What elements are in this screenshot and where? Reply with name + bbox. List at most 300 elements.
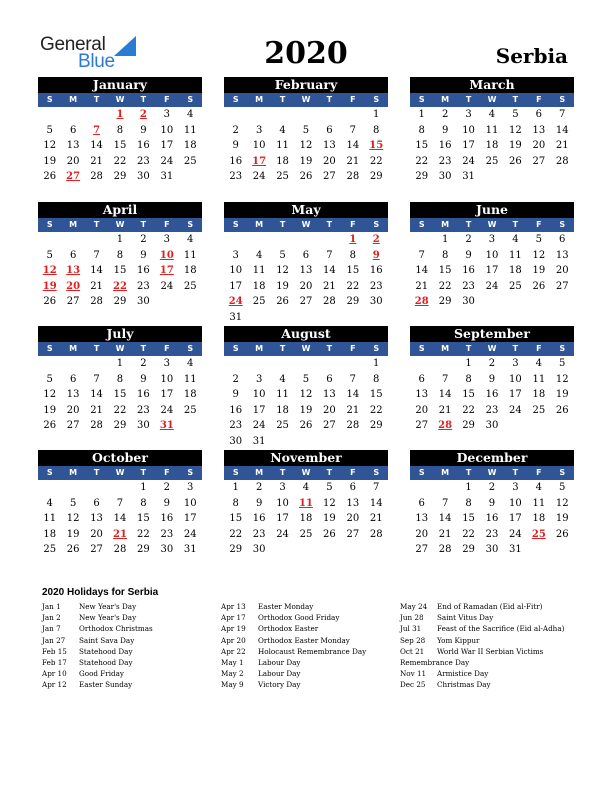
week-row bbox=[224, 496, 388, 512]
weekday-label: S bbox=[46, 220, 53, 229]
week-row bbox=[224, 511, 388, 527]
weekday-label: M bbox=[441, 220, 450, 229]
holiday-name: Orthodox Good Friday bbox=[258, 613, 340, 623]
day-cell: 8 bbox=[140, 497, 147, 509]
day-cell: 8 bbox=[441, 249, 449, 261]
day-cell bbox=[85, 107, 108, 123]
holiday-date: Jun 28 bbox=[400, 613, 424, 623]
holiday-date: Apr 10 bbox=[42, 669, 67, 679]
day-cell: 20 bbox=[90, 528, 103, 540]
day-cell: 29 bbox=[438, 296, 452, 307]
day-cell: 14 bbox=[113, 513, 127, 524]
day-cell: 18 bbox=[183, 140, 197, 151]
holiday-date: Jul 31 bbox=[400, 624, 422, 634]
day-cell: 12 bbox=[299, 389, 313, 400]
day-cell bbox=[224, 107, 247, 123]
day-cell bbox=[224, 356, 247, 372]
holiday-name: New Year's Day bbox=[79, 602, 137, 611]
day-cell: 22 bbox=[415, 155, 429, 167]
day-cell: 7 bbox=[326, 249, 333, 261]
day-cell: 6 bbox=[418, 373, 425, 385]
day-cell: 11 bbox=[183, 249, 197, 261]
holiday-date: Oct 21 bbox=[400, 646, 425, 656]
weekday-label: S bbox=[418, 344, 425, 353]
day-cell: 19 bbox=[276, 280, 289, 292]
day-cell: 14 bbox=[438, 389, 452, 400]
day-cell: 29 bbox=[113, 420, 127, 431]
day-cell bbox=[410, 232, 433, 248]
weekday-label: W bbox=[301, 220, 311, 229]
day-cell bbox=[365, 542, 388, 558]
week-row bbox=[38, 403, 202, 419]
day-cell: 8 bbox=[349, 249, 356, 261]
day-cell bbox=[318, 232, 341, 248]
day-cell: 24 bbox=[276, 528, 289, 540]
day-cell: 16 bbox=[137, 140, 150, 151]
holiday-name: Easter Sunday bbox=[79, 680, 133, 690]
day-cell bbox=[271, 434, 294, 450]
day-cell: 17 bbox=[462, 140, 475, 151]
day-cell: 3 bbox=[163, 358, 170, 369]
day-cell bbox=[61, 107, 84, 123]
day-cell: 4 bbox=[187, 358, 194, 369]
day-cell: 31 bbox=[252, 435, 266, 447]
day-cell: 3 bbox=[163, 234, 170, 245]
week-row bbox=[224, 310, 388, 326]
day-cell: 14 bbox=[346, 140, 360, 151]
weekday-label: M bbox=[69, 95, 78, 104]
weekday-label: S bbox=[232, 220, 239, 229]
day-cell: 29 bbox=[369, 420, 383, 431]
day-cell: 13 bbox=[66, 140, 80, 151]
day-cell: 30 bbox=[485, 420, 499, 431]
day-cell: 11 bbox=[276, 140, 289, 151]
day-cell: 10 bbox=[252, 389, 266, 400]
holiday-entry bbox=[400, 657, 580, 668]
day-cell: 7 bbox=[93, 373, 100, 385]
holiday-name: New Year's Day bbox=[79, 613, 137, 623]
holiday-entry bbox=[221, 657, 401, 668]
day-cell: 27 bbox=[299, 296, 313, 307]
day-cell: 13 bbox=[323, 389, 336, 400]
holiday-day-cell: 19 bbox=[42, 280, 57, 292]
week-row bbox=[410, 496, 574, 512]
holiday-entry bbox=[221, 668, 401, 679]
week-row bbox=[38, 138, 202, 154]
month-january bbox=[38, 77, 202, 185]
day-cell: 5 bbox=[302, 124, 310, 136]
day-cell: 22 bbox=[113, 404, 127, 416]
day-cell: 1 bbox=[373, 358, 380, 369]
day-cell: 17 bbox=[276, 513, 289, 524]
day-cell: 26 bbox=[299, 171, 313, 182]
weekday-label: T bbox=[326, 468, 333, 477]
day-cell: 22 bbox=[229, 528, 243, 540]
holiday-entry bbox=[42, 601, 222, 612]
day-cell bbox=[341, 310, 364, 326]
weekday-label: T bbox=[512, 344, 519, 353]
day-cell: 12 bbox=[509, 124, 522, 136]
day-cell: 9 bbox=[255, 497, 263, 509]
holiday-entry bbox=[400, 668, 580, 679]
day-cell bbox=[38, 107, 61, 123]
week-row bbox=[224, 232, 388, 248]
day-cell: 22 bbox=[438, 280, 452, 292]
weekday-label: W bbox=[301, 344, 311, 353]
weekday-header bbox=[224, 93, 388, 107]
weekday-label: T bbox=[93, 468, 100, 477]
holiday-name: Statehood Day bbox=[79, 646, 133, 656]
week-row bbox=[224, 123, 388, 139]
holiday-day-cell: 13 bbox=[66, 265, 81, 276]
week-row bbox=[410, 279, 574, 295]
week-row bbox=[224, 403, 388, 419]
weekday-label: S bbox=[418, 95, 425, 104]
holiday-date: May 9 bbox=[221, 680, 244, 690]
day-cell: 11 bbox=[532, 497, 546, 509]
day-cell: 9 bbox=[140, 373, 147, 385]
day-cell bbox=[224, 232, 247, 248]
day-cell: 9 bbox=[140, 124, 147, 136]
day-cell: 13 bbox=[532, 124, 546, 136]
day-cell: 12 bbox=[43, 389, 57, 400]
day-cell: 24 bbox=[485, 280, 499, 292]
holiday-entry bbox=[400, 646, 580, 657]
weekday-label: T bbox=[512, 220, 519, 229]
week-row bbox=[38, 511, 202, 527]
week-row bbox=[38, 496, 202, 512]
day-cell: 8 bbox=[116, 373, 124, 385]
day-cell: 22 bbox=[462, 528, 475, 540]
day-cell bbox=[433, 480, 456, 496]
day-cell: 26 bbox=[299, 420, 313, 431]
day-cell bbox=[294, 310, 317, 326]
day-cell: 26 bbox=[532, 280, 546, 292]
weekday-label: S bbox=[187, 95, 194, 104]
weekday-header bbox=[410, 466, 574, 480]
weekday-label: S bbox=[187, 220, 194, 229]
weekday-label: W bbox=[487, 95, 497, 104]
day-cell: 3 bbox=[187, 482, 194, 493]
day-cell bbox=[247, 356, 270, 372]
day-cell: 25 bbox=[485, 155, 499, 167]
weekday-header bbox=[224, 466, 388, 480]
holiday-day-cell: 1 bbox=[349, 234, 357, 245]
day-cell: 18 bbox=[252, 280, 266, 292]
day-cell: 23 bbox=[485, 528, 499, 540]
day-cell bbox=[247, 310, 270, 326]
holiday-column bbox=[221, 601, 401, 691]
day-cell: 14 bbox=[323, 265, 336, 276]
week-row bbox=[224, 372, 388, 388]
holiday-name: Labour Day bbox=[258, 657, 301, 667]
day-cell: 2 bbox=[140, 358, 147, 369]
day-cell bbox=[410, 356, 433, 372]
day-cell: 23 bbox=[462, 280, 475, 292]
month-name: December bbox=[410, 450, 574, 466]
day-cell: 16 bbox=[137, 389, 150, 400]
week-row bbox=[38, 263, 202, 279]
holiday-entry bbox=[42, 612, 222, 623]
weekday-label: T bbox=[279, 95, 286, 104]
holiday-name: Orthodox Easter bbox=[258, 624, 319, 634]
holiday-name: Victory Day bbox=[258, 680, 301, 690]
week-row bbox=[38, 418, 202, 434]
day-cell bbox=[85, 480, 108, 496]
day-cell bbox=[551, 294, 574, 310]
day-cell: 16 bbox=[485, 389, 499, 400]
day-cell: 5 bbox=[46, 124, 53, 136]
weekday-label: W bbox=[487, 344, 497, 353]
day-cell bbox=[504, 418, 527, 434]
day-cell bbox=[551, 418, 574, 434]
day-cell: 12 bbox=[555, 373, 569, 385]
day-cell bbox=[108, 480, 131, 496]
weekday-label: M bbox=[255, 95, 264, 104]
day-cell: 13 bbox=[415, 389, 429, 400]
day-cell: 14 bbox=[90, 389, 103, 400]
holiday-name: End of Ramadan (Eid al-Fitr) bbox=[437, 602, 543, 611]
holiday-column bbox=[400, 601, 580, 691]
day-cell bbox=[247, 232, 270, 248]
week-row bbox=[38, 542, 202, 558]
weekday-label: T bbox=[140, 220, 147, 229]
day-cell bbox=[85, 356, 108, 372]
holiday-day-cell: 11 bbox=[299, 497, 313, 509]
day-cell: 23 bbox=[229, 171, 243, 182]
day-cell bbox=[318, 356, 341, 372]
holiday-entry bbox=[42, 623, 222, 634]
day-cell: 7 bbox=[441, 373, 449, 385]
weekday-label: T bbox=[93, 95, 100, 104]
day-cell: 13 bbox=[299, 265, 313, 276]
day-cell: 26 bbox=[43, 420, 57, 431]
weekday-header bbox=[38, 93, 202, 107]
day-cell: 3 bbox=[255, 124, 263, 136]
day-cell: 6 bbox=[69, 124, 77, 136]
week-row bbox=[38, 107, 202, 123]
day-cell: 15 bbox=[346, 265, 360, 276]
weekday-header bbox=[410, 218, 574, 232]
weekday-label: T bbox=[279, 468, 286, 477]
day-cell: 15 bbox=[462, 389, 475, 400]
holiday-name: Holocaust Remembrance Day bbox=[258, 646, 367, 656]
day-cell: 21 bbox=[369, 513, 383, 524]
week-row bbox=[224, 542, 388, 558]
month-november bbox=[224, 450, 388, 558]
day-cell: 2 bbox=[255, 482, 263, 493]
day-cell: 28 bbox=[90, 171, 103, 182]
weekday-label: T bbox=[93, 344, 100, 353]
day-cell: 30 bbox=[137, 296, 150, 307]
holiday-name: Saint Sava Day bbox=[79, 635, 135, 645]
day-cell: 5 bbox=[46, 373, 53, 385]
day-cell: 26 bbox=[555, 404, 569, 416]
day-cell bbox=[179, 418, 202, 434]
day-cell: 9 bbox=[441, 124, 449, 136]
week-row bbox=[38, 372, 202, 388]
day-cell: 15 bbox=[369, 389, 383, 400]
day-cell: 17 bbox=[509, 389, 522, 400]
weekday-label: F bbox=[350, 468, 356, 477]
week-row bbox=[410, 372, 574, 388]
day-cell: 1 bbox=[373, 109, 380, 120]
day-cell: 31 bbox=[462, 171, 475, 182]
day-cell: 21 bbox=[415, 280, 429, 292]
day-cell: 26 bbox=[323, 528, 336, 540]
day-cell: 6 bbox=[326, 373, 333, 385]
day-cell: 29 bbox=[346, 296, 360, 307]
weekday-label: M bbox=[441, 344, 450, 353]
day-cell bbox=[365, 434, 388, 450]
day-cell: 12 bbox=[276, 265, 289, 276]
day-cell: 19 bbox=[43, 155, 57, 167]
weekday-label: T bbox=[326, 220, 333, 229]
day-cell: 23 bbox=[137, 155, 150, 167]
weekday-header bbox=[38, 466, 202, 480]
day-cell: 4 bbox=[187, 234, 194, 245]
month-name: September bbox=[410, 326, 574, 342]
weekday-label: F bbox=[164, 95, 170, 104]
week-row bbox=[38, 154, 202, 170]
day-cell: 24 bbox=[183, 528, 197, 540]
day-cell: 26 bbox=[276, 296, 289, 307]
holiday-date: Jan 2 bbox=[42, 613, 61, 623]
month-april bbox=[38, 202, 202, 310]
day-cell: 23 bbox=[137, 280, 150, 292]
day-cell bbox=[294, 107, 317, 123]
day-cell: 5 bbox=[279, 249, 286, 261]
weekday-label: T bbox=[279, 220, 286, 229]
week-row bbox=[224, 527, 388, 543]
weekday-label: M bbox=[69, 344, 78, 353]
day-cell: 20 bbox=[415, 528, 429, 540]
day-cell: 4 bbox=[279, 124, 286, 136]
weekday-label: S bbox=[46, 344, 53, 353]
day-cell: 30 bbox=[229, 435, 243, 447]
day-cell: 24 bbox=[160, 404, 174, 416]
day-cell: 20 bbox=[532, 140, 546, 151]
day-cell: 1 bbox=[441, 234, 449, 245]
holiday-date: May 1 bbox=[221, 657, 244, 667]
holiday-day-cell: 20 bbox=[66, 280, 81, 292]
holiday-day-cell: 17 bbox=[252, 155, 267, 167]
holiday-day-cell: 12 bbox=[42, 265, 57, 276]
weekday-label: S bbox=[559, 468, 566, 477]
week-row bbox=[224, 279, 388, 295]
day-cell: 25 bbox=[183, 280, 197, 292]
holiday-name: Orthodox Easter Monday bbox=[258, 635, 350, 645]
day-cell: 27 bbox=[66, 296, 80, 307]
day-cell bbox=[480, 169, 503, 185]
day-cell: 7 bbox=[418, 249, 425, 261]
day-cell: 11 bbox=[485, 124, 499, 136]
week-row bbox=[410, 248, 574, 264]
month-july bbox=[38, 326, 202, 434]
day-cell: 1 bbox=[465, 482, 472, 493]
weekday-label: W bbox=[301, 468, 311, 477]
weekday-header bbox=[224, 218, 388, 232]
holiday-day-cell: 22 bbox=[113, 280, 127, 292]
day-cell: 19 bbox=[509, 140, 522, 151]
day-cell: 16 bbox=[160, 513, 174, 524]
day-cell: 16 bbox=[229, 155, 243, 167]
day-cell: 20 bbox=[323, 404, 336, 416]
day-cell: 19 bbox=[43, 404, 57, 416]
holiday-date: May 24 bbox=[400, 602, 428, 611]
day-cell: 10 bbox=[160, 373, 174, 385]
day-cell: 11 bbox=[183, 373, 197, 385]
month-name: February bbox=[224, 77, 388, 93]
day-cell: 3 bbox=[255, 373, 263, 385]
day-cell: 1 bbox=[465, 358, 472, 369]
day-cell: 1 bbox=[418, 109, 425, 120]
weekday-label: M bbox=[255, 220, 264, 229]
holiday-day-cell: 21 bbox=[113, 528, 127, 540]
day-cell: 4 bbox=[187, 109, 194, 120]
day-cell: 1 bbox=[116, 234, 124, 245]
week-row bbox=[410, 403, 574, 419]
weekday-label: W bbox=[115, 344, 125, 353]
day-cell: 19 bbox=[555, 389, 569, 400]
day-cell: 27 bbox=[323, 420, 336, 431]
weekday-header bbox=[410, 342, 574, 356]
holiday-day-cell: 28 bbox=[414, 296, 429, 307]
day-cell: 6 bbox=[535, 109, 542, 120]
day-cell: 3 bbox=[512, 482, 519, 493]
weekday-label: S bbox=[559, 344, 566, 353]
day-cell: 28 bbox=[113, 544, 127, 555]
day-cell: 20 bbox=[346, 513, 360, 524]
weekday-label: F bbox=[164, 468, 170, 477]
day-cell: 21 bbox=[438, 528, 452, 540]
day-cell: 30 bbox=[137, 420, 150, 431]
holiday-day-cell: 1 bbox=[116, 109, 124, 120]
week-row bbox=[410, 294, 574, 310]
day-cell: 23 bbox=[137, 404, 150, 416]
day-cell: 2 bbox=[232, 373, 239, 385]
day-cell bbox=[271, 107, 294, 123]
day-cell: 4 bbox=[302, 482, 310, 493]
day-cell: 30 bbox=[438, 171, 452, 182]
day-cell: 8 bbox=[418, 124, 425, 136]
holiday-date: Jan 7 bbox=[42, 624, 61, 634]
day-cell: 29 bbox=[462, 544, 475, 555]
day-cell: 28 bbox=[438, 544, 452, 555]
week-row bbox=[410, 511, 574, 527]
day-cell: 19 bbox=[299, 404, 313, 416]
weekday-label: T bbox=[140, 344, 147, 353]
day-cell bbox=[551, 542, 574, 558]
holiday-name: Armistice Day bbox=[437, 669, 489, 679]
weekday-label: T bbox=[465, 95, 472, 104]
week-row bbox=[410, 169, 574, 185]
month-october bbox=[38, 450, 202, 558]
holiday-entry bbox=[221, 635, 401, 646]
week-row bbox=[410, 107, 574, 123]
day-cell: 21 bbox=[555, 140, 569, 151]
day-cell: 31 bbox=[229, 311, 243, 323]
day-cell: 25 bbox=[276, 420, 289, 431]
day-cell: 9 bbox=[465, 249, 472, 261]
day-cell: 31 bbox=[183, 544, 197, 555]
holiday-entry bbox=[400, 635, 580, 646]
day-cell: 4 bbox=[255, 249, 263, 261]
holiday-day-cell: 9 bbox=[372, 249, 380, 261]
holiday-day-cell: 2 bbox=[372, 234, 380, 245]
day-cell: 5 bbox=[559, 482, 566, 493]
weekday-label: S bbox=[187, 344, 194, 353]
